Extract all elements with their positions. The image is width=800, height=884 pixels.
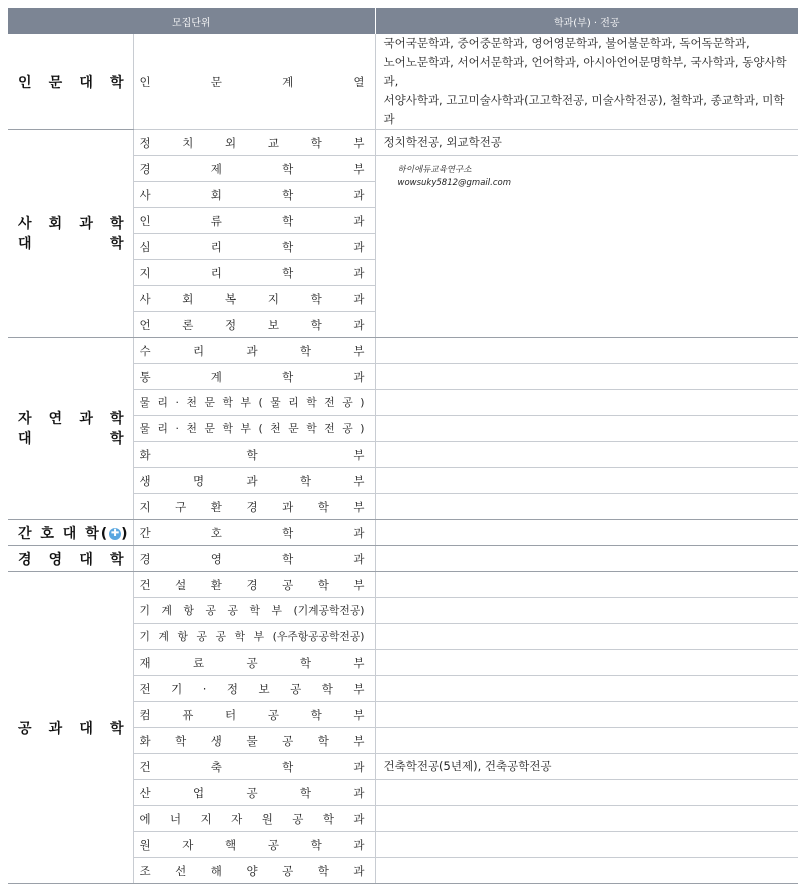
cross-icon: ✚ — [110, 527, 120, 539]
dept-cell — [133, 702, 375, 728]
college-name-line1: 사 회 과 학 — [18, 215, 124, 232]
dept-name: 인 문 계 열 — [139, 74, 365, 89]
major-cell — [375, 728, 798, 754]
major-cell — [375, 364, 798, 390]
dept-name: 경 제 학 부 — [139, 161, 365, 176]
college-nursing — [8, 520, 133, 546]
dept-cell — [133, 858, 375, 884]
dept-cell — [133, 156, 375, 182]
dept-cell — [133, 208, 375, 234]
major-cell — [375, 624, 798, 650]
dept-cell — [133, 468, 375, 494]
dept-cell — [133, 650, 375, 676]
major-cell — [375, 832, 798, 858]
dept-cell — [133, 754, 375, 780]
dept-cell — [133, 598, 375, 624]
table-row — [8, 338, 798, 364]
dept-name: 정 치 외 교 학 부 — [139, 135, 365, 150]
dept-name: 통 계 학 과 — [139, 369, 365, 384]
header-major: 학과(부) · 전공 — [375, 8, 798, 34]
major-line: 국어국문학과, 중어중문학과, 영어영문학과, 불어불문학과, 독어독문학과, — [383, 36, 750, 50]
college-name: 간 호 대 학( — [18, 525, 110, 542]
table-row — [8, 546, 798, 572]
dept-name: 기 계 항 공 공 학 부 (기계공학전공) — [139, 604, 365, 617]
major-cell — [375, 494, 798, 520]
dept-name: 재 료 공 학 부 — [139, 655, 365, 670]
major-cell — [375, 806, 798, 832]
watermark-line: 하이에듀교육연구소 — [397, 165, 472, 175]
dept-name: 화 학 부 — [139, 447, 365, 462]
college-name-line1: 자 연 과 학 — [18, 410, 124, 427]
dept-cell — [133, 130, 375, 156]
college-business — [8, 546, 133, 572]
dept-name: 경 영 학 과 — [139, 551, 365, 566]
table-row — [8, 572, 798, 598]
dept-name: 생 명 과 학 부 — [139, 473, 365, 488]
major-cell: 정치학전공, 외교학전공 — [375, 130, 798, 156]
dept-name: 사 회 복 지 학 과 — [139, 291, 365, 306]
dept-cell — [133, 234, 375, 260]
dept-name: 산 업 공 학 과 — [139, 785, 365, 800]
dept-cell — [133, 312, 375, 338]
major-cell — [375, 34, 798, 130]
dept-cell — [133, 416, 375, 442]
dept-name: 지 구 환 경 과 학 부 — [139, 499, 365, 514]
major-line: 서양사학과, 고고미술사학과(고고학전공, 미술사학전공), 철학과, 종교학과, 미학과 — [383, 93, 785, 126]
dept-name: 사 회 학 과 — [139, 187, 365, 202]
dept-cell — [133, 572, 375, 598]
watermark-line: wowsuky5812@gmail.com — [397, 178, 511, 188]
major-cell — [375, 650, 798, 676]
major-cell — [375, 338, 798, 364]
college-humanities — [8, 34, 133, 130]
college-name: 공 과 대 학 — [18, 720, 124, 737]
college-engineering — [8, 572, 133, 884]
major-cell — [375, 572, 798, 598]
dept-name: 인 류 학 과 — [139, 213, 365, 228]
dept-name: 기 계 항 공 공 학 부 (우주항공공학전공) — [139, 630, 365, 643]
major-cell — [375, 676, 798, 702]
dept-cell — [133, 780, 375, 806]
major-cell — [375, 598, 798, 624]
dept-name: 지 리 학 과 — [139, 265, 365, 280]
dept-cell — [133, 832, 375, 858]
college-name-line2: 대 학 — [18, 430, 124, 447]
major-cell — [375, 546, 798, 572]
dept-cell — [133, 520, 375, 546]
dept-name: 물 리 · 천 문 학 부 ( 천 문 학 전 공 ) — [139, 422, 365, 435]
dept-cell — [133, 624, 375, 650]
table-row — [8, 34, 798, 130]
major-cell: 건축학전공(5년제), 건축공학전공 — [375, 754, 798, 780]
dept-cell — [133, 494, 375, 520]
dept-name: 언 론 정 보 학 과 — [139, 317, 365, 332]
dept-cell — [133, 728, 375, 754]
dept-name: 에 너 지 자 원 공 학 과 — [139, 811, 365, 826]
college-social — [8, 130, 133, 338]
dept-name: 건 축 학 과 — [139, 759, 365, 774]
major-cell — [375, 780, 798, 806]
dept-name: 건 설 환 경 공 학 부 — [139, 577, 365, 592]
college-name: 경 영 대 학 — [18, 551, 124, 568]
dept-name: 심 리 학 과 — [139, 239, 365, 254]
dept-name: 전 기 · 정 보 공 학 부 — [139, 681, 365, 696]
admission-table — [8, 8, 798, 884]
dept-cell — [133, 338, 375, 364]
dept-cell — [133, 442, 375, 468]
college-name-end: ) — [121, 525, 128, 542]
major-line: 노어노문학과, 서어서문학과, 언어학과, 아시아언어문명학부, 국사학과, 동양사학과, — [383, 55, 787, 88]
dept-name: 간 호 학 과 — [139, 525, 365, 540]
major-cell — [375, 858, 798, 884]
dept-cell — [133, 546, 375, 572]
dept-name: 컴 퓨 터 공 학 부 — [139, 707, 365, 722]
dept-name: 조 선 해 양 공 학 과 — [139, 863, 365, 878]
college-name: 인 문 대 학 — [18, 74, 124, 91]
college-name-line2: 대 학 — [18, 235, 124, 252]
header-unit: 모집단위 — [8, 8, 375, 34]
dept-cell — [133, 34, 375, 130]
major-cell — [375, 468, 798, 494]
major-cell — [375, 442, 798, 468]
dept-cell — [133, 806, 375, 832]
dept-cell — [133, 286, 375, 312]
table-row — [8, 130, 798, 156]
dept-name: 원 자 핵 공 학 과 — [139, 837, 365, 852]
college-science — [8, 338, 133, 520]
dept-name: 물 리 · 천 문 학 부 ( 물 리 학 전 공 ) — [139, 396, 365, 409]
dept-name: 화 학 생 물 공 학 부 — [139, 733, 365, 748]
major-cell — [375, 416, 798, 442]
major-cell — [375, 390, 798, 416]
major-cell — [375, 520, 798, 546]
major-cell — [375, 702, 798, 728]
dept-cell — [133, 182, 375, 208]
dept-cell — [133, 676, 375, 702]
dept-cell — [133, 260, 375, 286]
dept-name: 수 리 과 학 부 — [139, 343, 365, 358]
major-cell-blank — [375, 156, 798, 338]
table-row — [8, 520, 798, 546]
table-header — [8, 8, 798, 34]
dept-cell — [133, 364, 375, 390]
dept-cell — [133, 390, 375, 416]
